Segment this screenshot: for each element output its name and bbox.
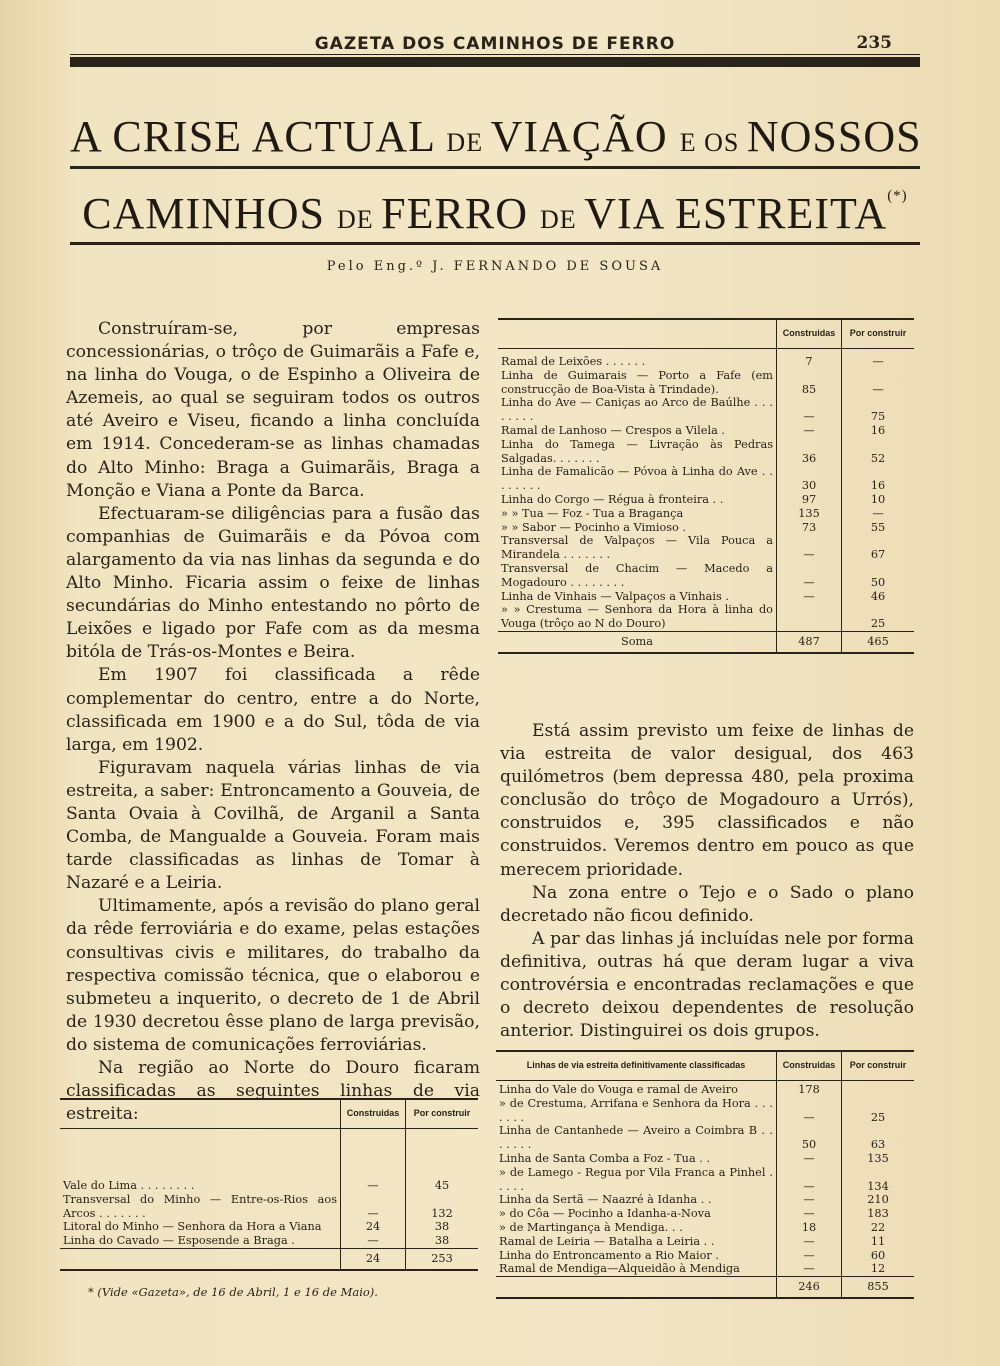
value-cell: — xyxy=(777,1207,842,1221)
line-name-cell: » do Côa — Pocinho a Idanha-a-Nova xyxy=(499,1207,711,1221)
line-name-cell: Ramal de Mendiga—Alqueidão à Mendiga xyxy=(499,1262,740,1276)
line-name-cell: Linha do Corgo — Régua à fronteira . . xyxy=(501,492,724,506)
title-segment: DE xyxy=(446,128,491,157)
table-total-row xyxy=(60,1248,478,1269)
table-row xyxy=(496,1124,914,1152)
table-row xyxy=(498,438,914,466)
paragraph: Na região ao Norte do Douro ficaram classificadas as seguintes linhas de via estreita: xyxy=(66,1058,480,1125)
column-header xyxy=(498,320,777,349)
table-row xyxy=(498,349,914,369)
column-header: Construidas xyxy=(341,1100,406,1129)
value-cell: 24 xyxy=(341,1220,406,1234)
table-row xyxy=(496,1193,914,1207)
line-name-cell: Linha de Famalicão — Póvoa à Linha do Ave . . . . . . . . xyxy=(501,465,773,493)
byline: Pelo Eng.º J. FERNANDO DE SOUSA xyxy=(326,259,664,274)
line-name-cell: Linha do Entroncamento a Rio Maior . xyxy=(499,1248,719,1262)
value-cell: 75 xyxy=(842,396,915,424)
total-value: 253 xyxy=(406,1248,479,1269)
value-cell: 10 xyxy=(842,493,915,507)
value-cell: 25 xyxy=(842,603,915,631)
value-cell: 135 xyxy=(777,507,842,521)
line-name-cell: Linha do Vale do Vouga e ramal de Aveiro xyxy=(499,1083,738,1096)
title-segment: E OS xyxy=(679,128,747,157)
value-cell: — xyxy=(341,1193,406,1221)
table-row xyxy=(60,1193,478,1221)
total-value: 24 xyxy=(341,1248,406,1269)
right-column-text xyxy=(500,720,914,1043)
table-row xyxy=(496,1221,914,1235)
value-cell: — xyxy=(777,1097,842,1125)
value-cell: 45 xyxy=(406,1129,479,1193)
paragraph: Efectuaram-se diligências para a fusão das companhias de Guimarãis e da Póvoa com alargamento da via nas linhas da segunda e do Alto Minho. Ficaria assim o feixe de linhas secundárias do Minho entestando no pôrto de Leixões e ligado por Fafe com as da mesma bitóla de Trás-os-Montes e Beira. xyxy=(66,503,480,663)
title-segment: FERRO xyxy=(381,189,540,238)
title-segment: NOSSOS xyxy=(746,112,922,161)
column-header: Por construir xyxy=(842,1052,915,1081)
table-row xyxy=(498,562,914,590)
table-row xyxy=(60,1129,478,1193)
value-cell: 38 xyxy=(406,1220,479,1234)
column-header: Por construir xyxy=(842,320,915,349)
value-cell: — xyxy=(842,349,915,369)
table-row xyxy=(496,1166,914,1194)
total-value: 246 xyxy=(777,1277,842,1298)
line-name-cell: Linha do Tamega — Livração às Pedras Salgadas. . . . . . . xyxy=(501,437,773,465)
value-cell: — xyxy=(842,507,915,521)
line-name-cell: Vale do Lima . . . . . . . . xyxy=(63,1179,195,1192)
total-value: 465 xyxy=(842,631,915,652)
value-cell: — xyxy=(777,1235,842,1249)
table-north-lines xyxy=(60,1098,478,1271)
table-row xyxy=(498,603,914,631)
value-cell: 18 xyxy=(777,1221,842,1235)
value-cell: 85 xyxy=(777,369,842,397)
table-row xyxy=(496,1235,914,1249)
value-cell: 12 xyxy=(842,1262,915,1276)
value-cell: — xyxy=(777,1152,842,1166)
line-name-cell: Ramal de Leixões . . . . . . xyxy=(501,355,646,368)
table-row xyxy=(498,493,914,507)
value-cell: 7 xyxy=(777,349,842,369)
line-name-cell: Linha de Cantanhede — Aveiro a Coimbra B . . . . . . . xyxy=(499,1124,773,1152)
paragraph: A par das linhas já incluídas nele por forma definitiva, outras há que deram lugar a viva controvérsia e encontradas reclamações e que o decreto deixou dependentes de resolução anterior. Distinguirei os dois grupos. xyxy=(500,928,914,1042)
value-cell: 25 xyxy=(842,1097,915,1125)
value-cell: 38 xyxy=(406,1234,479,1248)
table-total-row xyxy=(496,1277,914,1298)
title-segment: CAMINHOS xyxy=(82,189,337,238)
value-cell: — xyxy=(777,1249,842,1263)
total-label: Soma xyxy=(498,631,777,652)
line-name-cell: » » Crestuma — Senhora da Hora à linha do Vouga (trôço ao N do Douro) xyxy=(501,603,773,631)
column-header: Construidas xyxy=(777,320,842,349)
paragraph: Em 1907 foi classificada a rêde complementar do centro, entre a do Norte, classificada em 1900 e a do Sul, tôda de via larga, em 1902. xyxy=(66,665,480,755)
value-cell: 132 xyxy=(406,1193,479,1221)
table-row xyxy=(496,1152,914,1166)
value-cell: — xyxy=(777,1193,842,1207)
value-cell xyxy=(842,1081,915,1097)
title-segment: VIAÇÃO xyxy=(490,112,680,161)
value-cell: 50 xyxy=(842,562,915,590)
value-cell: 210 xyxy=(842,1193,915,1207)
value-cell: — xyxy=(777,424,842,438)
table-row xyxy=(496,1249,914,1263)
footnote: * (Vide «Gazeta», de 16 de Abril, 1 e 16 de Maio). xyxy=(88,1285,378,1299)
value-cell: 183 xyxy=(842,1207,915,1221)
value-cell: 60 xyxy=(842,1249,915,1263)
table-row xyxy=(60,1220,478,1234)
table-row xyxy=(496,1097,914,1125)
value-cell: 16 xyxy=(842,424,915,438)
paragraph: Construíram-se, por empresas concessionárias, o trôço de Guimarãis a Fafe e, na linha do Vouga, o de Espinho a Oliveira de Azemeis, ao qual se seguiram todos os outros até Aveiro e Viseu, ficando a linha concluída em 1914. Concederam-se as linhas chamadas do Alto Minho: Braga a Guimarãis, Braga a Monção e Viana a Ponte da Barca. xyxy=(66,319,480,501)
header-rule-thin xyxy=(70,54,920,55)
article-title-line1 xyxy=(70,111,920,162)
value-cell xyxy=(777,603,842,631)
line-name-cell: Ramal de Leiria — Batalha a Leiria . . xyxy=(499,1234,715,1248)
value-cell: — xyxy=(777,562,842,590)
line-name-cell: » de Crestuma, Arrifana e Senhora da Hora . . . . . . . xyxy=(499,1096,773,1124)
line-name-cell: Linha de Santa Comba a Foz - Tua . . xyxy=(499,1151,711,1165)
line-name-cell: Transversal de Valpaços — Vila Pouca a Mirandela . . . . . . . xyxy=(501,534,773,562)
line-name-cell: » » Tua — Foz - Tua a Bragança xyxy=(501,506,684,520)
value-cell: 11 xyxy=(842,1235,915,1249)
table-existing-lines xyxy=(498,318,914,654)
value-cell: 67 xyxy=(842,534,915,562)
value-cell: 16 xyxy=(842,465,915,493)
table-classified-lines xyxy=(496,1050,914,1299)
table-row xyxy=(498,590,914,604)
column-header xyxy=(60,1100,341,1129)
line-name-cell: Linha de Vinhais — Valpaços a Vinhais . xyxy=(501,589,729,603)
article-title-line2 xyxy=(70,188,920,239)
value-cell: — xyxy=(341,1234,406,1248)
column-header: Por construir xyxy=(406,1100,479,1129)
table-row xyxy=(498,424,914,438)
value-cell: 178 xyxy=(777,1081,842,1097)
paragraph: Na zona entre o Tejo e o Sado o plano decretado não ficou definido. xyxy=(500,882,914,926)
value-cell: — xyxy=(777,1262,842,1276)
line-name-cell: » » Sabor — Pocinho a Vimioso . xyxy=(501,520,687,534)
title-rule-1 xyxy=(70,166,920,169)
table-row xyxy=(498,521,914,535)
column-header: Construidas xyxy=(777,1052,842,1081)
table-total-row xyxy=(498,631,914,652)
value-cell: — xyxy=(341,1129,406,1193)
total-value: 855 xyxy=(842,1277,915,1298)
value-cell: 55 xyxy=(842,521,915,535)
value-cell: — xyxy=(777,590,842,604)
value-cell: — xyxy=(777,396,842,424)
table-row xyxy=(496,1262,914,1276)
publication-title: GAZETA DOS CAMINHOS DE FERRO xyxy=(314,34,676,54)
line-name-cell: Litoral do Minho — Senhora da Hora a Viana xyxy=(63,1220,322,1234)
value-cell: 134 xyxy=(842,1166,915,1194)
value-cell: 22 xyxy=(842,1221,915,1235)
page-header xyxy=(70,30,920,70)
paragraph: Está assim previsto um feixe de linhas de via estreita de valor desigual, dos 463 quilómetros (bem depressa 480, pela proxima conclusão do trôço de Mogadouro a Urrós), construidos e, 395 classificados e não construidos. Veremos dentro em pouco as que merecem prioridade. xyxy=(500,721,914,880)
table-row xyxy=(496,1207,914,1221)
value-cell: 52 xyxy=(842,438,915,466)
value-cell: 73 xyxy=(777,521,842,535)
table-row xyxy=(498,396,914,424)
value-cell: — xyxy=(777,1166,842,1194)
line-name-cell: Ramal de Lanhoso — Crespos a Vilela . xyxy=(501,423,726,437)
value-cell: 30 xyxy=(777,465,842,493)
title-rule-2 xyxy=(70,242,920,245)
table-row xyxy=(496,1081,914,1097)
title-segment: VIA ESTREITA xyxy=(584,189,888,238)
left-column-text xyxy=(66,318,480,1126)
page-number: 235 xyxy=(856,33,892,53)
total-label xyxy=(60,1248,341,1269)
line-name-cell: Linha de Guimarais — Porto a Fafe (em construcção de Boa-Vista à Trindade). xyxy=(501,368,773,396)
paragraph: Ultimamente, após a revisão do plano geral da rêde ferroviária e do exame, pelas estações consultivas civis e militares, do trabalho da respectiva comissão técnica, que o elaborou e submeteu a inquerito, o decreto de 1 de Abril de 1930 decretou êsse plano de larga previsão, do sistema de comunicações ferroviárias. xyxy=(66,896,480,1055)
line-name-cell: Linha da Sertã — Naazré à Idanha . . xyxy=(499,1193,712,1207)
column-header: Linhas de via estreita definitivamente classificadas xyxy=(496,1052,777,1081)
title-segment: DE xyxy=(337,205,382,234)
line-name-cell: Linha do Cavado — Esposende a Braga . xyxy=(63,1234,295,1248)
value-cell: — xyxy=(777,534,842,562)
table-row xyxy=(498,465,914,493)
title-footnote-mark: (*) xyxy=(887,188,908,204)
table-row xyxy=(60,1234,478,1248)
value-cell: 97 xyxy=(777,493,842,507)
line-name-cell: » de Martingança à Mendiga. . . xyxy=(499,1220,683,1234)
header-rule-thick xyxy=(70,57,920,67)
title-segment: A CRISE ACTUAL xyxy=(70,112,447,161)
value-cell: 46 xyxy=(842,590,915,604)
line-name-cell: » de Lamego - Regua por Vila Franca a Pinhel . . . . . xyxy=(499,1165,773,1193)
table-row xyxy=(498,369,914,397)
line-name-cell: Transversal do Minho — Entre-os-Rios aos Arcos . . . . . . . xyxy=(63,1192,337,1220)
total-value: 487 xyxy=(777,631,842,652)
title-segment: DE xyxy=(540,205,585,234)
paragraph: Figuravam naquela várias linhas de via estreita, a saber: Entroncamento a Gouveia, de Santa Ovaia à Covilhã, de Arganil a Santa Comba, de Mangualde a Gouveia. Foram mais tarde classificadas as linhas de Tomar à Nazaré e a Leiria. xyxy=(66,757,480,894)
table-row xyxy=(498,507,914,521)
value-cell: — xyxy=(842,369,915,397)
value-cell: 50 xyxy=(777,1124,842,1152)
line-name-cell: Linha do Ave — Caniças ao Arco de Baúlhe . . . . . . . . xyxy=(501,396,773,424)
value-cell: 63 xyxy=(842,1124,915,1152)
value-cell: 135 xyxy=(842,1152,915,1166)
total-label xyxy=(496,1277,777,1298)
line-name-cell: Transversal de Chacim — Macedo a Mogadouro . . . . . . . . xyxy=(501,561,773,589)
table-row xyxy=(498,534,914,562)
value-cell: 36 xyxy=(777,438,842,466)
